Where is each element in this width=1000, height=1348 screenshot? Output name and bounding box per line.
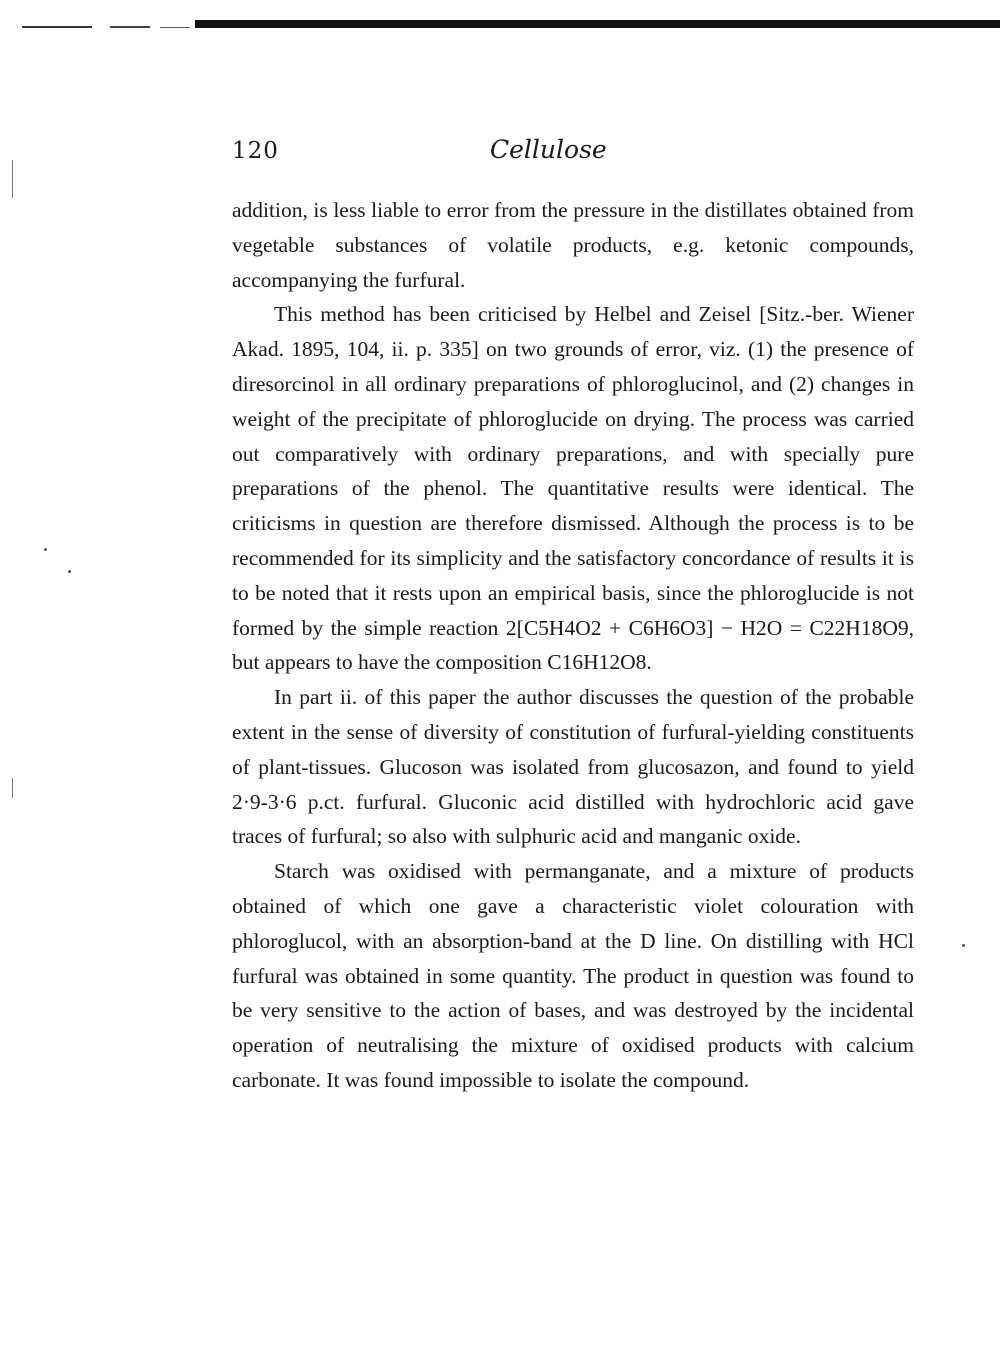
scan-speck <box>962 944 965 947</box>
paragraph: addition, is less liable to error from the pressure in the distillates obtained from vegetable substances of volatile products, e.g. ketonic compounds, accompanying the furfural. <box>232 198 914 292</box>
paragraph: This method has been criticised by Helbel and Zeisel [Sitz.-ber. Wiener Akad. 1895, 104, ii. p. 335] on two grounds of error, viz. (1) the presence of diresorcinol in all ordinary preparations of phloroglucinol, and (2) changes in weight of the precipitate of phloroglucide on drying. The process was carried out comparatively with ordinary preparations, and with specially pure preparations of the phenol. The quantitative results were identical. The criticisms in question are therefore dismissed. Although the process is to be recommended for its simplicity and the satisfactory concordance of results it is to be noted that it rests upon an empirical basis, since the phloroglucide is not formed by the simple reaction 2[C5H4O2 + C6H6O3] − H2O = C22H18O9, but appears to have the composition C16H12O8. <box>232 302 914 675</box>
page-number: 120 <box>232 138 279 164</box>
paragraph: In part ii. of this paper the author discusses the question of the probable extent in the sense of diversity of constitution of furfural-yielding constituents of plant-tissues. Glucoson was isolated from glucosazon, and found to yield 2·9-3·6 p.ct. furfural. Gluconic acid distilled with hydrochloric acid gave traces of furfural; so also with sulphuric acid and manganic oxide. <box>232 685 914 849</box>
scan-speck <box>44 548 47 551</box>
margin-mark <box>12 160 13 198</box>
page-header <box>232 133 912 173</box>
margin-mark <box>12 778 13 798</box>
paragraph: Starch was oxidised with permanganate, and a mixture of products obtained of which one gave a characteristic violet colouration with phloroglucol, with an absorption-band at the D line. On distilling with HCl furfural was obtained in some quantity. The product in question was found to be very sensitive to the action of bases, and was destroyed by the incidental operation of neutralising the mixture of oxidised products with calcium carbonate. It was found impossible to isolate the compound. <box>232 859 914 1092</box>
page-body <box>232 193 914 1098</box>
running-title: Cellulose <box>490 135 607 164</box>
scan-speck <box>68 570 71 573</box>
